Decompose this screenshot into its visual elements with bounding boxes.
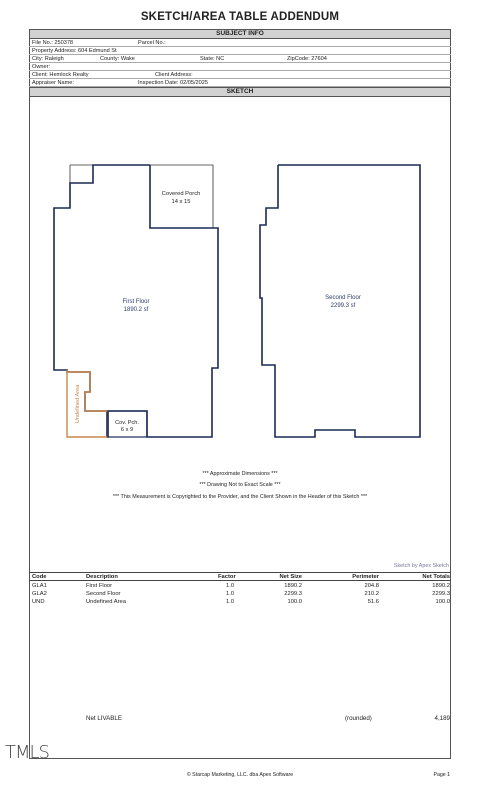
appraiser-name: Appraiser Name:	[32, 80, 74, 86]
table-row: GLA1 First Floor 1.0 1890.2 204.8 1890.2	[32, 583, 450, 589]
subject-info-header: SUBJECT INFO	[29, 29, 451, 39]
county: County: Wake	[100, 56, 135, 62]
cov-pch-label: Cov. Pch.	[115, 420, 139, 426]
col-perimeter: Perimeter	[352, 574, 379, 580]
col-factor: Factor	[218, 574, 236, 580]
table-row: GLA2 Second Floor 1.0 2299.3 210.2 2299.3	[32, 591, 450, 597]
table-row: UND Undefined Area 1.0 100.0 51.6 100.0	[32, 599, 450, 605]
second-floor-outline	[260, 165, 420, 437]
undefined-area-label: Undefined Area	[75, 384, 81, 424]
footer-page: Page 1	[433, 772, 450, 778]
first-floor-sf: 1890.2 sf	[123, 307, 149, 313]
sketch-header: SKETCH	[29, 87, 451, 97]
client: Client: Hemlock Realty	[32, 72, 89, 78]
city: City: Raleigh	[32, 56, 64, 62]
inspection-date: Inspection Date: 02/05/2025	[138, 80, 208, 86]
footer-copyright: © Starcap Marketing, LLC. dba Apex Software	[186, 772, 294, 778]
file-no: File No.: 250378	[32, 40, 74, 46]
sketch-credit: Sketch by Apex Sketch	[393, 563, 449, 569]
area-table-header	[29, 572, 451, 581]
zip-code: ZipCode: 27604	[287, 56, 327, 62]
note-not-to-scale: *** Drawing Not to Exact Scale ***	[199, 482, 281, 488]
property-address: Property Address: 604 Edmund St	[32, 48, 117, 54]
covered-porch-label: Covered Porch	[161, 191, 201, 197]
cov-pch-dims: 6 x 9	[120, 427, 134, 433]
col-code: Code	[32, 574, 47, 580]
second-floor-label: Second Floor	[325, 295, 361, 301]
net-livable-value: 4,189	[434, 715, 450, 722]
note-copyright: *** This Measurement is Copyrighted to the Provider, and the Client Shown in the Header of this Sketch ***	[112, 494, 368, 500]
note-approx-dimensions: *** Approximate Dimensions ***	[202, 471, 278, 477]
parcel-no: Parcel No.:	[138, 40, 166, 46]
net-livable-label: Net LIVABLE	[86, 715, 122, 722]
col-net-totals: Net Totals	[422, 574, 450, 580]
state: State: NC	[200, 56, 225, 62]
document-title: SKETCH/AREA TABLE ADDENDUM	[140, 11, 340, 23]
owner: Owner:	[32, 64, 51, 70]
first-floor-label: First Floor	[122, 299, 150, 305]
col-net-size: Net Size	[279, 574, 302, 580]
client-address: Client Address:	[155, 72, 193, 78]
undefined-area-outline	[67, 370, 108, 437]
second-floor-sf: 2299.3 sf	[330, 303, 356, 309]
covered-porch-dims: 14 x 15	[171, 199, 191, 205]
tmls-watermark: TMLS	[5, 742, 49, 763]
net-livable-rounded: (rounded)	[345, 715, 372, 722]
col-description: Description	[86, 574, 118, 580]
